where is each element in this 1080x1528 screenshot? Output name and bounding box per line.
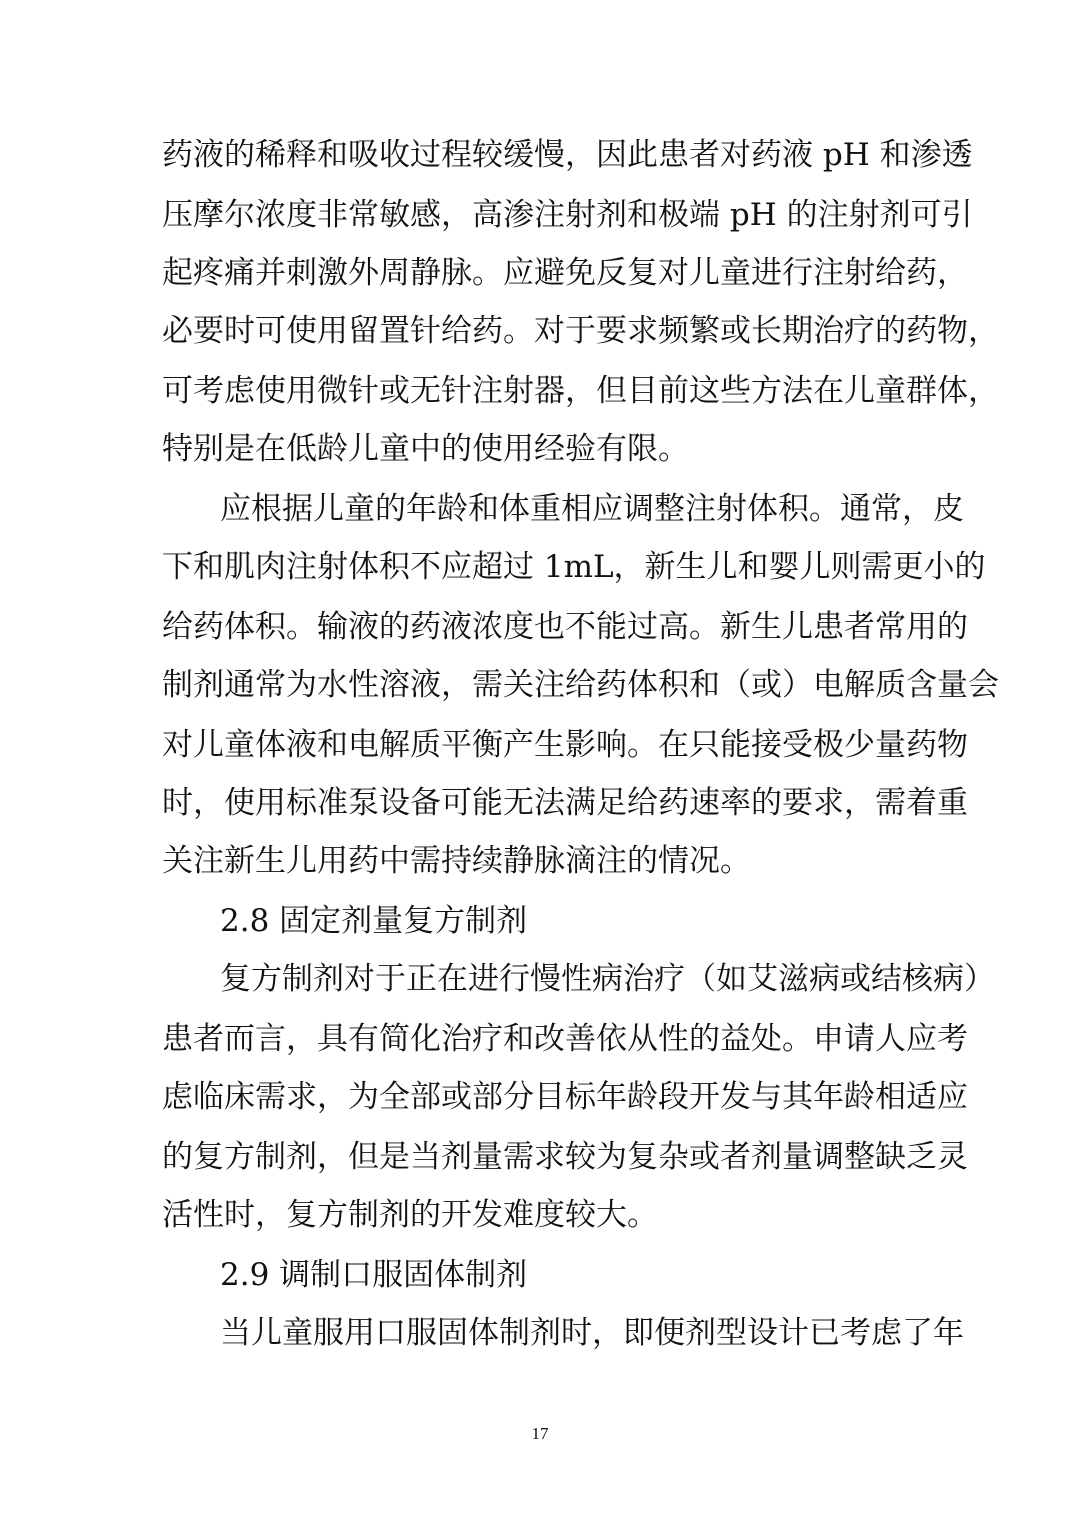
section-2-8-heading: 2.8 固定剂量复方制剂	[220, 903, 528, 939]
section-2-8-line-4: 的复方制剂，但是当剂量需求较为复杂或者剂量调整缺乏灵	[162, 1139, 968, 1175]
section-2-9-line-1: 当儿童服用口服固体制剂时，即便剂型设计已考虑了年	[220, 1315, 964, 1351]
page-number: 17	[531, 1424, 549, 1443]
paragraph-2-line-2: 下和肌肉注射体积不应超过 1mL，新生儿和婴儿则需更小的	[162, 549, 986, 585]
section-2-8-line-3: 虑临床需求，为全部或部分目标年龄段开发与其年龄相适应	[162, 1079, 968, 1115]
paragraph-1-line-2: 压摩尔浓度非常敏感，高渗注射剂和极端 pH 的注射剂可引	[162, 197, 973, 233]
paragraph-2-line-5: 对儿童体液和电解质平衡产生影响。在只能接受极少量药物	[162, 727, 968, 763]
paragraph-2-line-1: 应根据儿童的年龄和体重相应调整注射体积。通常，皮	[220, 491, 964, 527]
paragraph-1-line-3: 起疼痛并刺激外周静脉。应避免反复对儿童进行注射给药，	[162, 255, 968, 291]
section-2-8-line-2: 患者而言，具有简化治疗和改善依从性的益处。申请人应考	[162, 1021, 968, 1057]
paragraph-2-line-6: 时，使用标准泵设备可能无法满足给药速率的要求，需着重	[162, 785, 968, 821]
paragraph-1-line-5: 可考虑使用微针或无针注射器，但目前这些方法在儿童群体，	[162, 373, 999, 409]
section-2-9-heading: 2.9 调制口服固体制剂	[220, 1257, 528, 1293]
paragraph-1-line-6: 特别是在低龄儿童中的使用经验有限。	[162, 431, 689, 467]
paragraph-2-line-4: 制剂通常为水性溶液，需关注给药体积和（或）电解质含量会	[162, 667, 999, 703]
paragraph-2-line-7: 关注新生儿用药中需持续静脉滴注的情况。	[162, 843, 751, 879]
section-2-8-line-5: 活性时，复方制剂的开发难度较大。	[162, 1197, 658, 1233]
section-2-8-line-1: 复方制剂对于正在进行慢性病治疗（如艾滋病或结核病）	[220, 961, 995, 997]
paragraph-2-line-3: 给药体积。输液的药液浓度也不能过高。新生儿患者常用的	[162, 609, 968, 645]
paragraph-1-line-4: 必要时可使用留置针给药。对于要求频繁或长期治疗的药物，	[162, 313, 999, 349]
paragraph-1-line-1: 药液的稀释和吸收过程较缓慢，因此患者对药液 pH 和渗透	[162, 137, 973, 173]
